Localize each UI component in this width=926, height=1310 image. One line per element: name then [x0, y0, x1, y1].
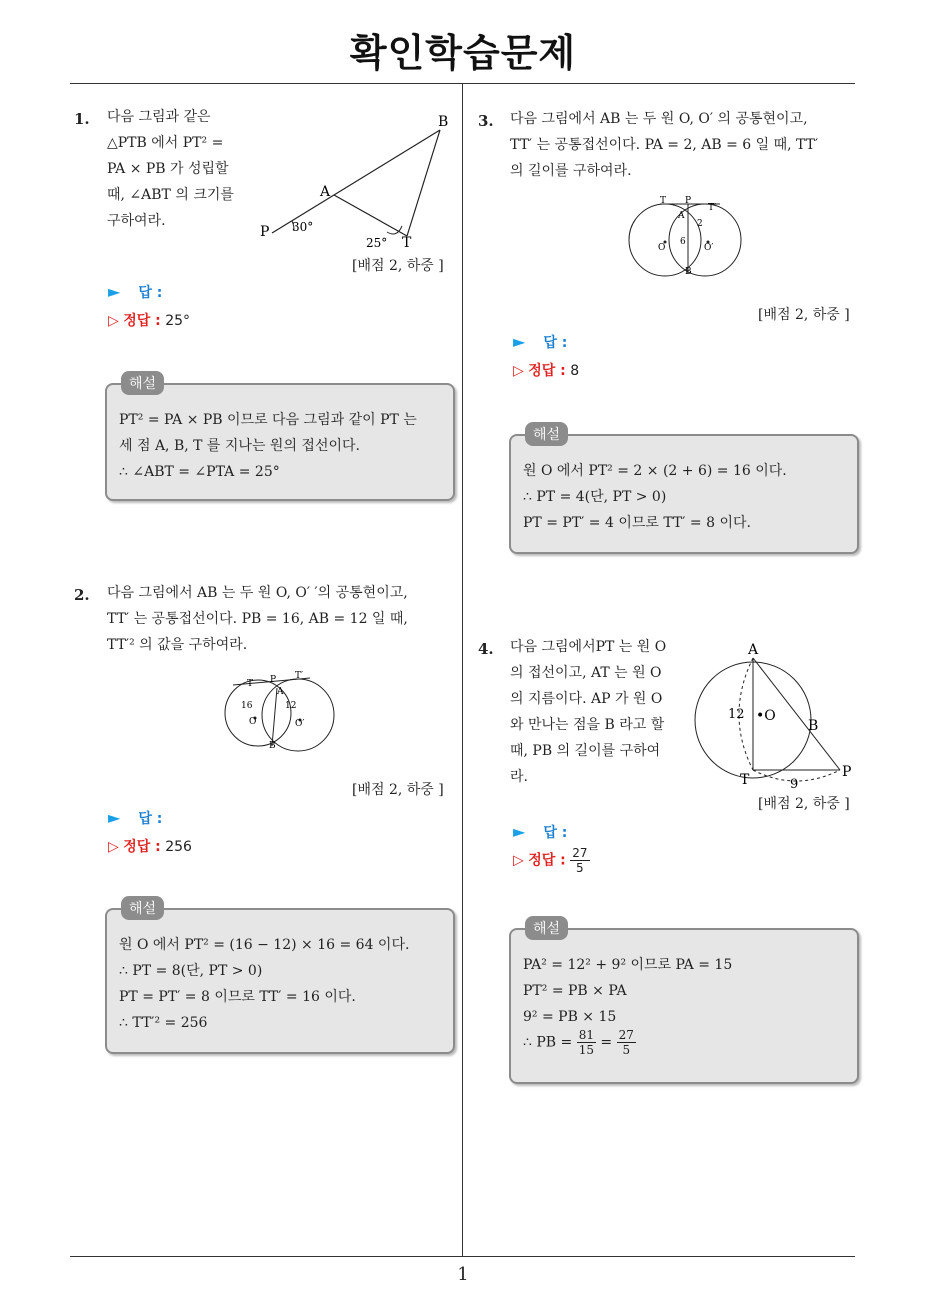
q1-line: 구하여라. — [107, 213, 166, 229]
q4-fraction-2-den: 5 — [622, 1043, 631, 1057]
q4-line: 의 접선이고, AT 는 원 O — [510, 665, 662, 681]
q1-line: △PTB 에서 PT² = — [107, 135, 224, 151]
q4-answer-label: 답 : — [543, 825, 568, 841]
q4-explain-last: ∴ PB = $\frac{81}{15}$ = $\frac{27}{5}$ — [523, 1028, 634, 1057]
q3-number: 3. — [478, 112, 494, 130]
q2-explanation-tab: 해설 — [121, 896, 164, 920]
q2-answer-label: 답 : — [138, 811, 163, 827]
q3-label-t: T — [660, 196, 667, 206]
q1-line: 때, ∠ABT 의 크기를 — [107, 187, 234, 203]
q4-explain-line: PT² = PB × PA — [523, 983, 627, 999]
q2-correct-label: 정답 : — [123, 839, 161, 855]
q4-label-b: B — [808, 718, 819, 734]
q1-explain-line: 세 점 A, B, T 를 지나는 원의 접선이다. — [119, 438, 360, 454]
q3-explanation-box — [509, 427, 859, 554]
bottom-divider — [70, 1256, 855, 1257]
q2-label-p: P — [270, 675, 277, 685]
q4-circle-figure — [690, 640, 860, 795]
page-title: 확인학습문제 — [349, 31, 577, 75]
q3-label-a: A — [678, 211, 685, 221]
q4-label-o: •O — [756, 708, 776, 724]
triangle-icon: ► — [108, 808, 121, 827]
q1-label-a: A — [320, 184, 331, 200]
q3-label-b: B — [685, 267, 692, 277]
q2-line: TT′ 는 공통접선이다. PB = 16, AB = 12 일 때, — [107, 611, 408, 627]
q4-text — [510, 634, 682, 790]
q1-answer-row[interactable] — [108, 282, 162, 302]
q2-label-12: 12 — [285, 701, 297, 711]
q2-label-o: O — [249, 717, 257, 727]
q2-label-a: A — [277, 687, 284, 697]
q3-explain-line: PT = PT′ = 4 이므로 TT′ = 8 이다. — [523, 515, 751, 531]
q2-number: 2. — [74, 586, 90, 604]
q4-line: 와 만나는 점을 B 라고 할 — [510, 717, 665, 733]
q3-explain-line: ∴ PT = 4(단, PT > 0) — [523, 489, 667, 505]
q1-label-b: B — [438, 114, 449, 130]
q2-text — [107, 580, 455, 658]
q3-line: TT′ 는 공통접선이다. PA = 2, AB = 6 일 때, TT′ — [510, 137, 819, 153]
q1-text — [107, 104, 247, 234]
q3-explanation-tab: 해설 — [525, 422, 568, 446]
q4-label-t: T — [740, 772, 750, 788]
q1-angle-25: 25° — [366, 236, 388, 250]
triangle-icon: ► — [108, 282, 121, 301]
triangle-icon: ► — [513, 822, 526, 841]
q1-correct-row — [108, 310, 190, 330]
q3-circles-figure — [620, 192, 750, 282]
column-divider — [462, 84, 463, 1257]
q4-label-a: A — [748, 642, 759, 658]
q4-label-9: 9 — [790, 777, 799, 792]
q2-label-b: B — [269, 741, 276, 751]
q2-label-o-prime: O′ — [295, 719, 305, 729]
q4-correct-numerator: 27 — [572, 846, 588, 860]
q4-label-p: P — [842, 764, 852, 780]
q1-score-meta: [배점 2, 하중 ] — [352, 258, 444, 274]
q2-answer-row[interactable] — [108, 808, 162, 828]
q3-label-t-prime: T′ — [708, 203, 717, 213]
q4-correct-denominator: 5 — [576, 861, 584, 875]
q3-score-meta: [배점 2, 하중 ] — [758, 307, 850, 323]
q3-answer-row[interactable] — [513, 332, 567, 352]
q4-correct-row — [513, 846, 590, 875]
q2-circles-figure — [215, 668, 345, 753]
triangle-icon: ► — [513, 332, 526, 351]
q2-score-meta: [배점 2, 하중 ] — [352, 782, 444, 798]
q2-explain-line: ∴ TT′² = 256 — [119, 1015, 208, 1031]
q3-label-o-prime: O′ — [704, 243, 714, 253]
q1-angle-30: 30° — [292, 220, 314, 234]
q4-number: 4. — [478, 640, 494, 658]
q4-fraction-1 — [577, 1028, 596, 1057]
q4-explanation-box — [509, 921, 859, 1084]
q2-explain-line: 원 O 에서 PT² = (16 − 12) × 16 = 64 이다. — [119, 937, 410, 953]
play-outline-icon: ▷ — [513, 363, 524, 379]
q4-explain-line: PA² = 12² + 9² 이므로 PA = 15 — [523, 957, 733, 973]
play-outline-icon: ▷ — [108, 839, 119, 855]
q3-explain-line: 원 O 에서 PT² = 2 × (2 + 6) = 16 이다. — [523, 463, 787, 479]
q1-label-t: T — [402, 235, 412, 251]
q1-answer-label: 답 : — [138, 285, 163, 301]
q3-correct-value: 8 — [570, 363, 580, 379]
q1-line: 다음 그림과 같은 — [107, 109, 211, 125]
q4-explain-prefix: ∴ PB = — [523, 1034, 573, 1051]
q2-correct-row — [108, 836, 192, 856]
q4-answer-row[interactable] — [513, 822, 567, 842]
q4-correct-fraction — [570, 846, 589, 875]
q3-label-o: O — [658, 243, 666, 253]
q3-label-6: 6 — [680, 237, 686, 247]
q1-correct-label: 정답 : — [123, 313, 161, 329]
q2-label-t: T — [247, 679, 254, 689]
q1-explain-line: PT² = PA × PB 이므로 다음 그림과 같이 PT 는 — [119, 412, 417, 428]
q4-line: 다음 그림에서PT 는 원 O — [510, 639, 667, 655]
play-outline-icon: ▷ — [108, 313, 119, 329]
page-number: 1 — [457, 1264, 469, 1285]
q4-line: 때, PB 의 길이를 구하여 — [510, 743, 661, 759]
q2-line: TT′² 의 값을 구하여라. — [107, 637, 248, 653]
q2-explain-line: PT = PT′ = 8 이므로 TT′ = 16 이다. — [119, 989, 356, 1005]
q2-explain-line: ∴ PT = 8(단, PT > 0) — [119, 963, 263, 979]
q2-label-t-prime: T′ — [295, 671, 304, 681]
q4-line: 라. — [510, 769, 528, 785]
q1-explanation-box — [105, 376, 455, 501]
q3-correct-label: 정답 : — [528, 363, 566, 379]
q2-explanation-box — [105, 901, 455, 1054]
q1-label-p: P — [260, 224, 270, 240]
q3-label-2: 2 — [697, 219, 703, 229]
q4-line: 의 지름이다. AP 가 원 O — [510, 691, 663, 707]
q3-line: 의 길이를 구하여라. — [510, 163, 632, 179]
q4-explanation-tab: 해설 — [525, 916, 568, 940]
q4-label-12: 12 — [728, 707, 745, 722]
q1-explain-line: ∴ ∠ABT = ∠PTA = 25° — [119, 464, 280, 480]
q4-fraction-2 — [617, 1028, 636, 1057]
q3-answer-label: 답 : — [543, 335, 568, 351]
q1-number: 1. — [74, 110, 90, 128]
q1-triangle-figure — [252, 108, 462, 258]
q2-line: 다음 그림에서 AB 는 두 원 O, O′ ′의 공통현이고, — [107, 585, 408, 601]
q2-label-16: 16 — [241, 701, 253, 711]
q3-correct-row — [513, 360, 579, 380]
q4-correct-label: 정답 : — [528, 852, 566, 869]
q2-correct-value: 256 — [165, 839, 192, 855]
q1-line: PA × PB 가 성립할 — [107, 161, 229, 177]
q1-correct-value: 25° — [165, 313, 191, 329]
q3-line: 다음 그림에서 AB 는 두 원 O, O′ 의 공통현이고, — [510, 111, 808, 127]
q3-label-p: P — [685, 196, 692, 206]
q4-fraction-1-den: 15 — [578, 1043, 594, 1057]
q4-score-meta: [배점 2, 하중 ] — [758, 796, 850, 812]
q4-explain-line: 9² = PB × 15 — [523, 1009, 617, 1025]
q3-text — [510, 106, 858, 184]
q4-fraction-2-num: 27 — [618, 1028, 634, 1042]
q1-explanation-tab: 해설 — [121, 371, 164, 395]
q4-fraction-1-num: 81 — [578, 1028, 594, 1042]
play-outline-icon: ▷ — [513, 852, 524, 869]
